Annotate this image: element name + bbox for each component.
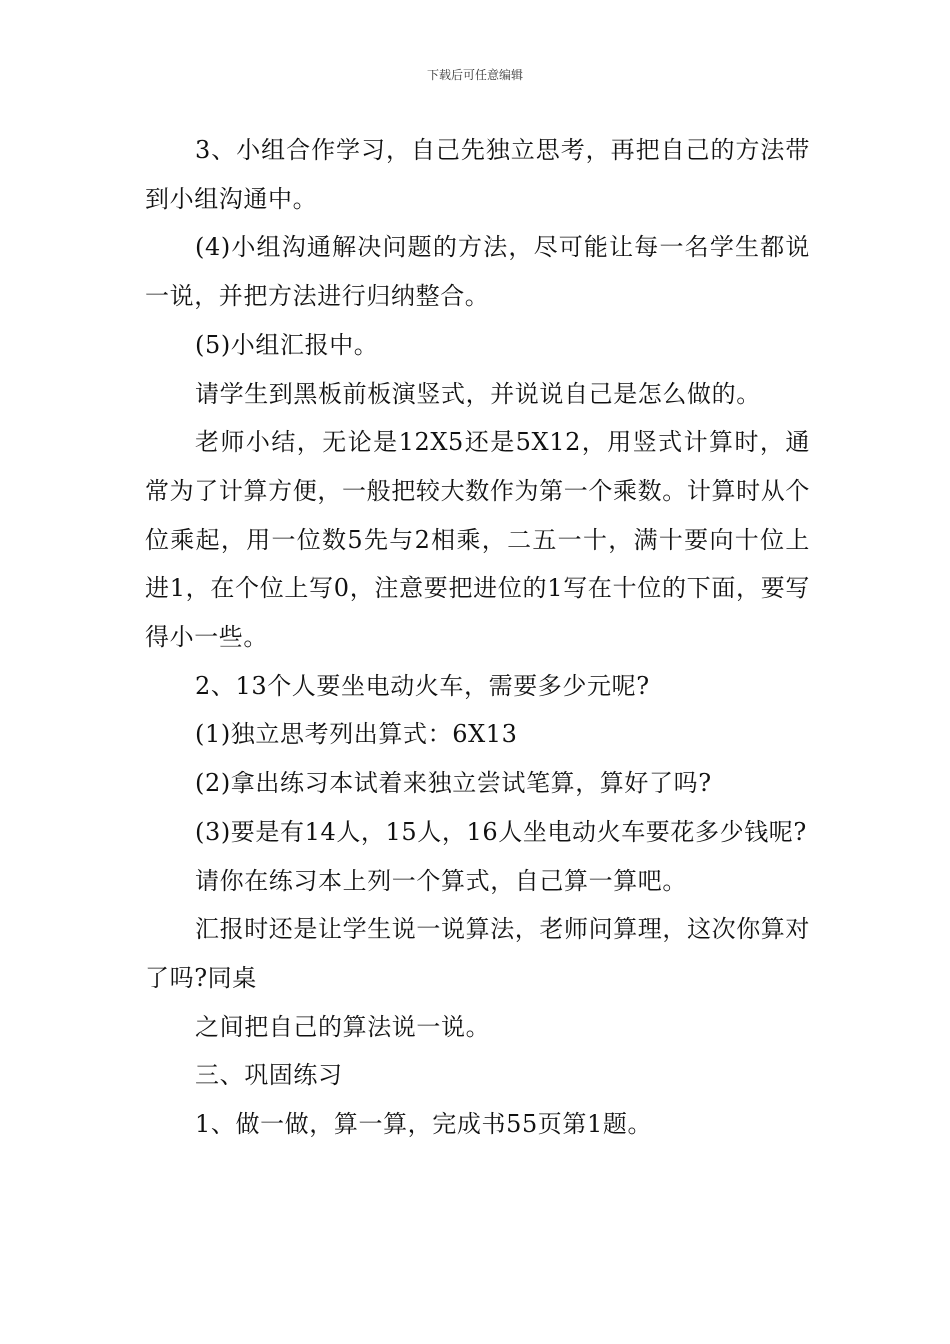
document-body: [145, 126, 810, 1149]
paragraph-6: 2、13个人要坐电动火车，需要多少元呢?: [195, 671, 650, 700]
paragraph-12: 之间把自己的算法说一说。: [195, 1012, 491, 1041]
paragraph-9: (3)要是有14人，15人，16人坐电动火车要花多少钱呢?: [195, 817, 807, 846]
paragraph-7: (1)独立思考列出算式：6X13: [195, 720, 518, 749]
paragraph-11: 汇报时还是让学生说一说算法，老师问算理，这次你算对了吗?同桌: [145, 915, 810, 992]
paragraph-13: 三、巩固练习: [195, 1061, 343, 1090]
page-header: 下载后可任意编辑: [426, 68, 523, 82]
paragraph-3: (5)小组汇报中。: [195, 330, 379, 359]
paragraph-4: 请学生到黑板前板演竖式，并说说自己是怎么做的。: [195, 379, 761, 408]
paragraph-8: (2)拿出练习本试着来独立尝试笔算，算好了吗?: [195, 769, 712, 798]
paragraph-1: 3、小组合作学习，自己先独立思考，再把自己的方法带到小组沟通中。: [145, 136, 810, 213]
paragraph-10: 请你在练习本上列一个算式，自己算一算吧。: [195, 866, 687, 895]
paragraph-2: (4)小组沟通解决问题的方法，尽可能让每一名学生都说一说，并把方法进行归纳整合。: [145, 233, 810, 311]
paragraph-14: 1、做一做，算一算，完成书55页第1题。: [195, 1110, 653, 1139]
paragraph-5: 老师小结，无论是12X5还是5X12，用竖式计算时，通常为了计算方便，一般把较大数作为第一个乘数。计算时从个位乘起，用一位数5先与2相乘，二五一十，满十要向十位上进1，在个位上写0，注意要把进位的1写在十位的下面，要写得小一些。: [145, 428, 810, 652]
